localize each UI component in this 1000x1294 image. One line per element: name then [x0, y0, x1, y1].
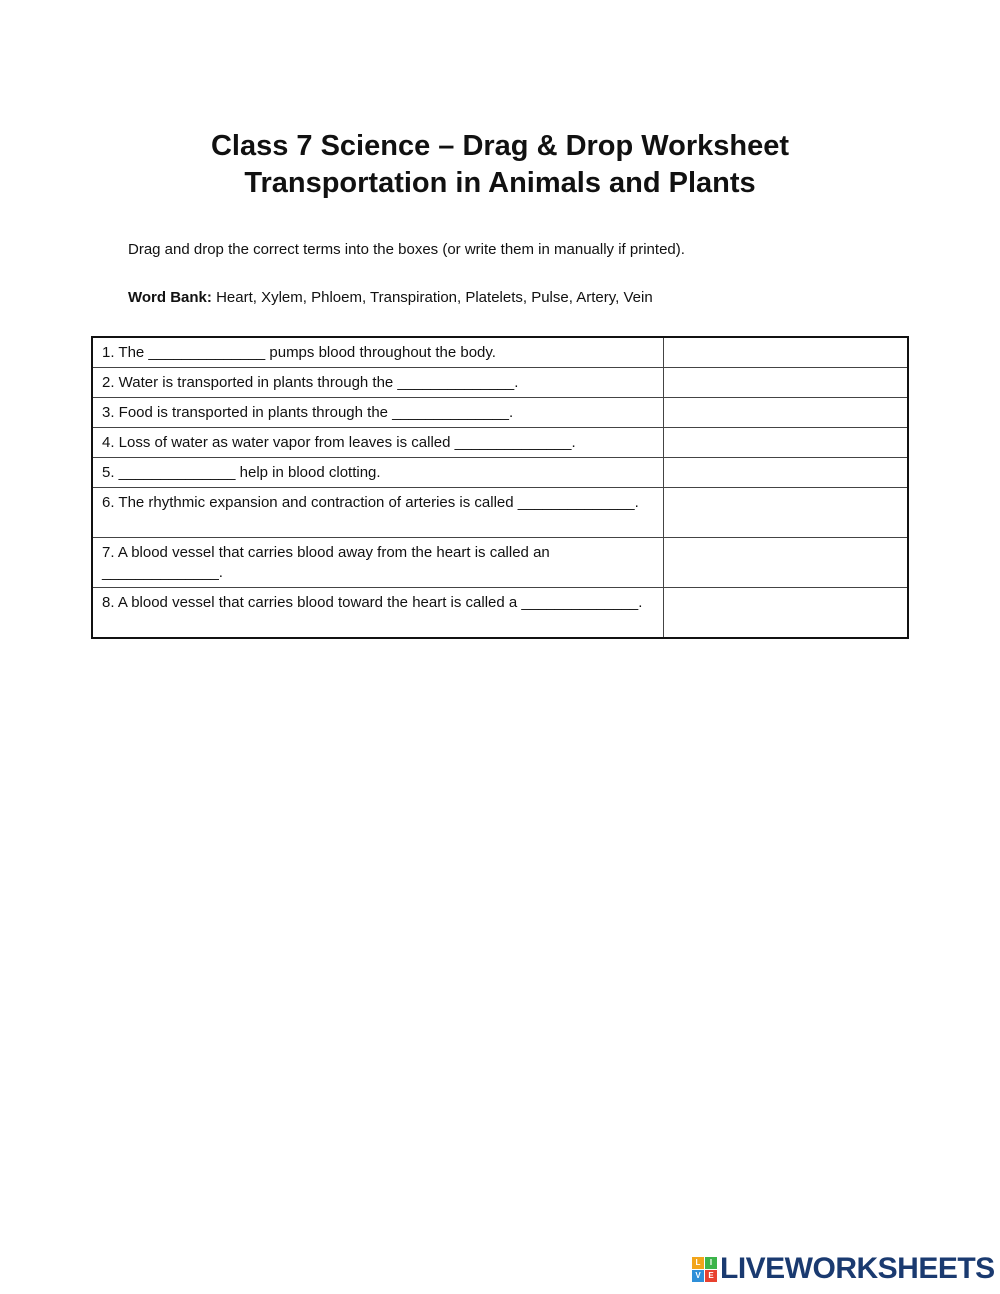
answer-drop-box[interactable]: [663, 398, 908, 428]
answer-drop-box[interactable]: [663, 458, 908, 488]
question-row: [92, 488, 908, 538]
answer-drop-box[interactable]: [663, 337, 908, 368]
answer-drop-box[interactable]: [663, 488, 908, 538]
questions-table: [91, 336, 909, 639]
word-bank-label: Word Bank:: [128, 289, 212, 306]
question-row: [92, 368, 908, 398]
answer-value[interactable]: [673, 543, 898, 583]
question-text: 2. Water is transported in plants through the ______________.: [92, 368, 663, 398]
question-text: 8. A blood vessel that carries blood toward the heart is called a ______________.: [92, 588, 663, 639]
question-row: [92, 458, 908, 488]
answer-value[interactable]: [673, 343, 898, 363]
question-text: 3. Food is transported in plants through the ______________.: [92, 398, 663, 428]
question-text: 7. A blood vessel that carries blood away from the heart is called an ______________.: [92, 538, 663, 588]
question-text: 6. The rhythmic expansion and contraction of arteries is called ______________.: [92, 488, 663, 538]
question-row: [92, 588, 908, 639]
answer-value[interactable]: [673, 403, 898, 423]
word-bank: [128, 288, 653, 308]
answer-drop-box[interactable]: [663, 428, 908, 458]
title-line-2: Transportation in Animals and Plants: [244, 167, 756, 199]
question-row: [92, 337, 908, 368]
logo-mark-letter: V: [692, 1270, 704, 1282]
question-row: [92, 398, 908, 428]
answer-value[interactable]: [673, 593, 898, 633]
answer-value[interactable]: [673, 433, 898, 453]
answer-value[interactable]: [673, 493, 898, 533]
answer-drop-box[interactable]: [663, 588, 908, 639]
answer-value[interactable]: [673, 463, 898, 483]
question-row: [92, 428, 908, 458]
title-line-1: Class 7 Science – Drag & Drop Worksheet: [210, 130, 790, 162]
answer-value[interactable]: [673, 373, 898, 393]
instructions-text: Drag and drop the correct terms into the boxes (or write them in manually if printed).: [128, 241, 685, 258]
liveworksheets-logo: [692, 1252, 995, 1286]
question-row: [92, 538, 908, 588]
logo-mark-icon: [692, 1257, 717, 1282]
logo-mark-letter: E: [705, 1270, 717, 1282]
question-text: 5. ______________ help in blood clotting.: [92, 458, 663, 488]
answer-drop-box[interactable]: [663, 538, 908, 588]
logo-text: LIVEWORKSHEETS: [720, 1252, 995, 1285]
logo-mark-letter: L: [692, 1257, 704, 1269]
answer-drop-box[interactable]: [663, 368, 908, 398]
question-text: 4. Loss of water as water vapor from leaves is called ______________.: [92, 428, 663, 458]
question-text: 1. The ______________ pumps blood throughout the body.: [92, 337, 663, 368]
page-title: [0, 128, 1000, 202]
word-bank-terms: Heart, Xylem, Phloem, Transpiration, Platelets, Pulse, Artery, Vein: [216, 289, 653, 306]
logo-mark-letter: I: [705, 1257, 717, 1269]
